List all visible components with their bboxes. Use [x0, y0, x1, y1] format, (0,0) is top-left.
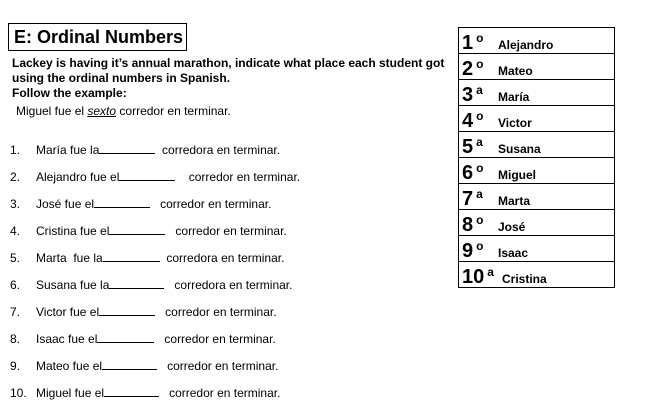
answer-blank[interactable]: [102, 357, 157, 370]
item-number: 3.: [10, 197, 21, 211]
item-number: 5.: [10, 251, 21, 265]
ranking-cell: [459, 28, 615, 54]
runner-name: Mateo: [498, 64, 533, 78]
answer-blank[interactable]: [99, 141, 155, 154]
ranking-cell: [459, 80, 615, 106]
item-number: 9.: [10, 359, 21, 373]
exercise-item: [10, 222, 300, 249]
item-text-before: Cristina fue el: [36, 224, 110, 238]
item-text-after: corredora en terminar.: [166, 251, 285, 265]
ordinal-number: 10 $^a$: [462, 265, 494, 288]
example-before: Miguel fue el: [16, 104, 88, 118]
example-answer: sexto: [87, 104, 117, 118]
item-text-after: corredor en terminar.: [164, 332, 276, 346]
runner-name: Alejandro: [498, 38, 554, 52]
item-number: 4.: [10, 224, 21, 238]
item-text-before: José fue el: [36, 197, 95, 211]
ordinal-number: 9 $^o$: [462, 239, 484, 262]
example-after: corredor en terminar.: [116, 104, 231, 118]
runner-name: Cristina: [502, 272, 547, 286]
ranking-cell: [459, 262, 615, 288]
instructions-line-1: Lackey is having it’s annual marathon, indicate what place each student got: [12, 56, 445, 70]
item-text-after: corredor en terminar.: [160, 197, 272, 211]
ordinal-number: 6 $^o$: [462, 161, 484, 184]
runner-name: Victor: [498, 116, 532, 130]
answer-blank[interactable]: [94, 195, 150, 208]
item-text-before: Miguel fue el: [36, 386, 105, 400]
item-number: 2.: [10, 170, 21, 184]
item-text-after: corredor en terminar.: [165, 305, 277, 319]
item-text-before: Marta fue la: [36, 251, 103, 265]
item-text-after: corredora en terminar.: [162, 143, 281, 157]
item-number: 7.: [10, 305, 21, 319]
ranking-row: [459, 184, 615, 210]
exercise-item: [10, 384, 300, 411]
exercise-list: [10, 141, 300, 411]
ordinal-number: 5 $^a$: [462, 135, 483, 158]
exercise-item: [10, 357, 300, 384]
runner-name: María: [498, 90, 530, 104]
ordinal-number: 7 $^a$: [462, 187, 483, 210]
ranking-row: [459, 262, 615, 288]
ranking-row: [459, 54, 615, 80]
ranking-table: [458, 27, 615, 288]
exercise-item: [10, 141, 300, 168]
instructions: [12, 56, 452, 101]
answer-blank[interactable]: [103, 249, 160, 262]
ranking-cell: [459, 210, 615, 236]
ranking-row: [459, 80, 615, 106]
ranking-cell: [459, 54, 615, 80]
ranking-row: [459, 106, 615, 132]
runner-name: Marta: [498, 194, 531, 208]
item-text-after: corredor en terminar.: [175, 224, 287, 238]
ordinal-number: 8 $^o$: [462, 213, 484, 236]
exercise-item: [10, 330, 300, 357]
answer-blank[interactable]: [99, 303, 155, 316]
ranking-row: [459, 132, 615, 158]
example-sentence: [16, 104, 231, 118]
answer-blank[interactable]: [104, 384, 159, 397]
answer-blank[interactable]: [97, 330, 154, 343]
instructions-line-2: using the ordinal numbers in Spanish.: [12, 71, 231, 85]
ranking-cell: [459, 132, 615, 158]
exercise-item: [10, 303, 300, 330]
ordinal-number: 3 $^a$: [462, 83, 483, 106]
ranking-row: [459, 158, 615, 184]
ranking-cell: [459, 184, 615, 210]
answer-blank[interactable]: [109, 276, 164, 289]
exercise-item: [10, 195, 300, 222]
item-text-after: corredor en terminar.: [169, 386, 281, 400]
exercise-item: [10, 168, 300, 195]
runner-name: Miguel: [498, 168, 536, 182]
item-number: 6.: [10, 278, 21, 292]
answer-blank[interactable]: [109, 222, 165, 235]
ranking-cell: [459, 106, 615, 132]
runner-name: José: [498, 220, 526, 234]
item-text-before: María fue la: [36, 143, 100, 157]
item-number: 10.: [10, 386, 27, 400]
ordinal-number: 4 $^o$: [462, 109, 484, 132]
item-text-after: corredora en terminar.: [174, 278, 293, 292]
item-number: 1.: [10, 143, 21, 157]
runner-name: Susana: [498, 142, 541, 156]
item-text-after: corredor en terminar.: [167, 359, 279, 373]
ranking-cell: [459, 236, 615, 262]
exercise-item: [10, 276, 300, 303]
item-text-before: Alejandro fue el: [36, 170, 120, 184]
worksheet-title: E: Ordinal Numbers: [8, 23, 187, 51]
exercise-item: [10, 249, 300, 276]
runner-name: Isaac: [498, 246, 529, 260]
item-text-before: Isaac fue el: [36, 332, 98, 346]
answer-blank[interactable]: [119, 168, 175, 181]
item-number: 8.: [10, 332, 21, 346]
ranking-row: [459, 236, 615, 262]
item-text-after: corredor en terminar.: [188, 170, 301, 184]
item-text-before: Mateo fue el: [36, 359, 103, 373]
instructions-line-3: Follow the example:: [12, 86, 127, 100]
ordinal-number: 2 $^o$: [462, 57, 484, 80]
item-text-before: Victor fue el: [36, 305, 100, 319]
ranking-row: [459, 28, 615, 54]
ranking-cell: [459, 158, 615, 184]
item-text-before: Susana fue la: [36, 278, 110, 292]
ranking-row: [459, 210, 615, 236]
ordinal-number: 1 $^o$: [462, 31, 484, 54]
